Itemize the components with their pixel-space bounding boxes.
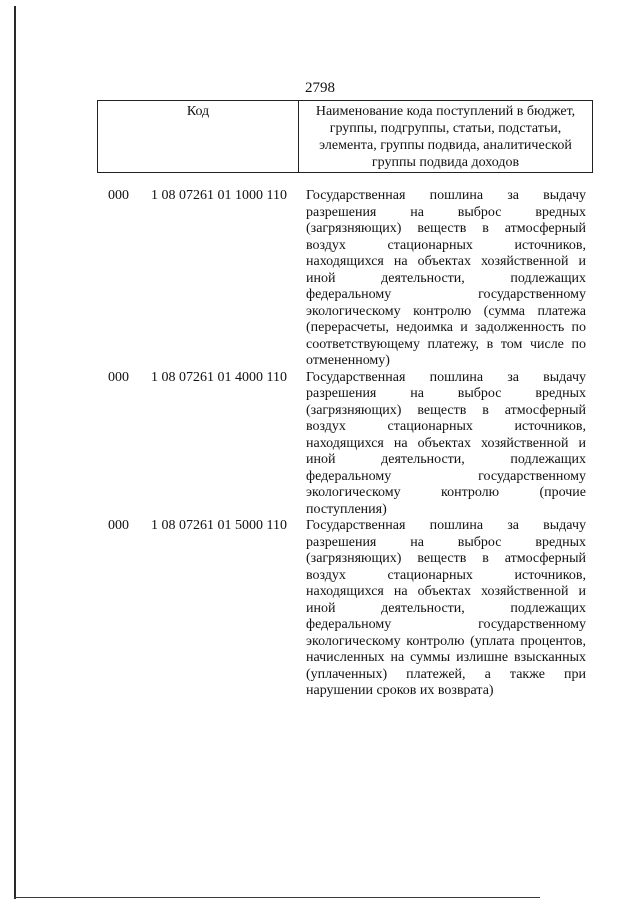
header-code-cell: Код [98,101,299,173]
income-description: Государственная пошлина за выдачу разрешения на выброс вредных (загрязняющих) веществ в атмосферный воздух стационарных источников, находящихся на объектах хозяйственной и иной деятельности, подлежащих федеральному государственному экологическому контролю (сумма платежа (перерасчеты, недоимка и задолженность по соответствующему платежу, в том числе по отмененному) [306,188,586,368]
table-row [0,188,640,370]
income-code: 1 08 07261 01 5000 110 [151,518,287,533]
page-number: 2798 [305,80,335,96]
admin-code: 000 [108,369,129,385]
header-table [97,100,593,173]
scan-border-bottom [14,897,540,898]
table-row [0,518,640,700]
table-row [0,370,640,519]
header-name-cell: Наименование кода поступлений в бюджет, группы, подгруппы, статьи, подстатьи, элемента, группы подвида, аналитической группы подвида доходов [299,101,593,173]
income-description: Государственная пошлина за выдачу разрешения на выброс вредных (загрязняющих) веществ в атмосферный воздух стационарных источников, находящихся на объектах хозяйственной и иной деятельности, подлежащих федеральному государственному экологическому контролю (уплата процентов, начисленных на суммы излишне взысканных (уплаченных) платежей, а также при нарушении сроков их возврата) [306,518,586,698]
entries-list [0,188,640,700]
admin-code: 000 [108,188,129,203]
admin-code: 000 [108,518,129,533]
income-description: Государственная пошлина за выдачу разрешения на выброс вредных (загрязняющих) веществ в атмосферный воздух стационарных источников, находящихся на объектах хозяйственной и иной деятельности, подлежащих федеральному государственному экологическому контролю (прочие поступления) [306,369,586,517]
income-code: 1 08 07261 01 1000 110 [151,188,287,203]
header-row [98,101,593,173]
income-code: 1 08 07261 01 4000 110 [151,369,287,385]
